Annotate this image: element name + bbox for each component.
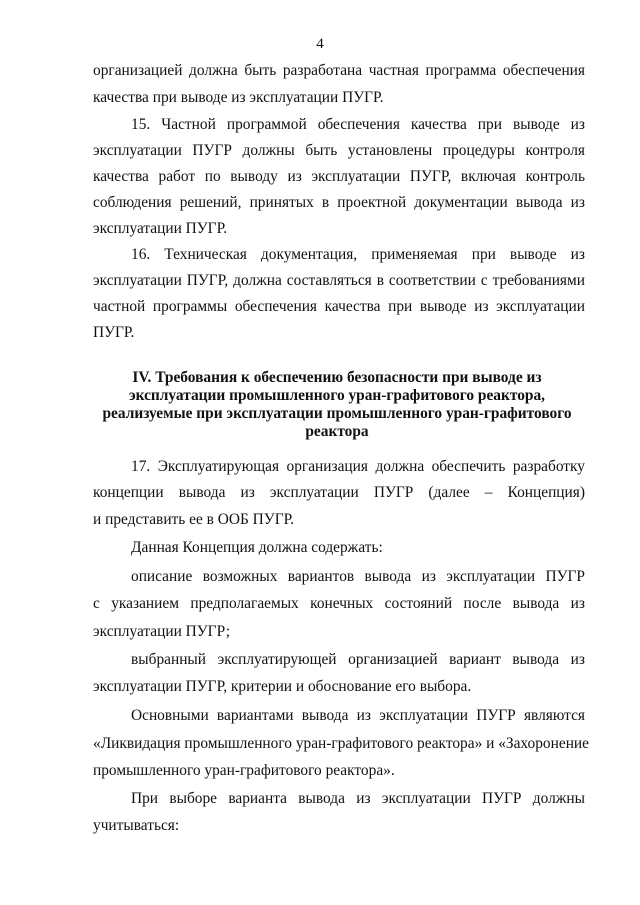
section-heading-line: IV. Требования к обеспечению безопасности при выводе из <box>132 369 542 386</box>
text-line: качества работ по выводу из эксплуатации ПУГР, включая контроль <box>93 168 585 185</box>
text-line: частной программы обеспечения качества при выводе из эксплуатации <box>93 298 585 315</box>
text-line: При выборе варианта вывода из эксплуатации ПУГР должны <box>131 790 585 807</box>
text-line: концепции вывода из эксплуатации ПУГР (далее – Концепция) <box>93 484 585 501</box>
text-line: эксплуатации ПУГР, должна составляться в соответствии с требованиями <box>93 272 585 289</box>
page-number: 4 <box>316 36 324 52</box>
text-line: 15. Частной программой обеспечения качества при выводе из <box>131 116 585 133</box>
text-line: организацией должна быть разработана частная программа обеспечения <box>93 62 585 79</box>
text-line: эксплуатации ПУГР. <box>93 220 228 237</box>
text-line: Основными вариантами вывода из эксплуатации ПУГР являются <box>131 707 585 724</box>
text-line: качества при выводе из эксплуатации ПУГР. <box>93 89 384 106</box>
section-heading-line: реактора <box>305 423 369 440</box>
text-line: эксплуатации ПУГР, критерии и обоснование его выбора. <box>93 678 472 695</box>
text-line: описание возможных вариантов вывода из эксплуатации ПУГР <box>131 568 585 585</box>
text-line: учитываться: <box>93 817 180 834</box>
section-heading-line: реализуемые при эксплуатации промышленного уран-графитового <box>102 405 572 422</box>
text-line: промышленного уран-графитового реактора». <box>93 762 395 779</box>
text-line: 17. Эксплуатирующая организация должна обеспечить разработку <box>131 458 585 475</box>
text-line: 16. Техническая документация, применяемая при выводе из <box>131 246 585 263</box>
text-line: и представить ее в ООБ ПУГР. <box>93 511 295 528</box>
text-line: соблюдения решений, принятых в проектной документации вывода из <box>93 194 585 211</box>
text-line: «Ликвидация промышленного уран-графитового реактора» и «Захоронение <box>93 735 590 752</box>
text-line: ПУГР. <box>93 324 135 341</box>
text-line: эксплуатации ПУГР; <box>93 623 230 640</box>
text-line: с указанием предполагаемых конечных состояний после вывода из <box>93 595 585 612</box>
section-heading-line: эксплуатации промышленного уран-графитового реактора, <box>128 387 546 404</box>
text-line: Данная Концепция должна содержать: <box>131 539 383 556</box>
text-line: выбранный эксплуатирующей организацией вариант вывода из <box>131 651 585 668</box>
text-line: эксплуатации ПУГР должны быть установлены процедуры контроля <box>93 142 585 159</box>
